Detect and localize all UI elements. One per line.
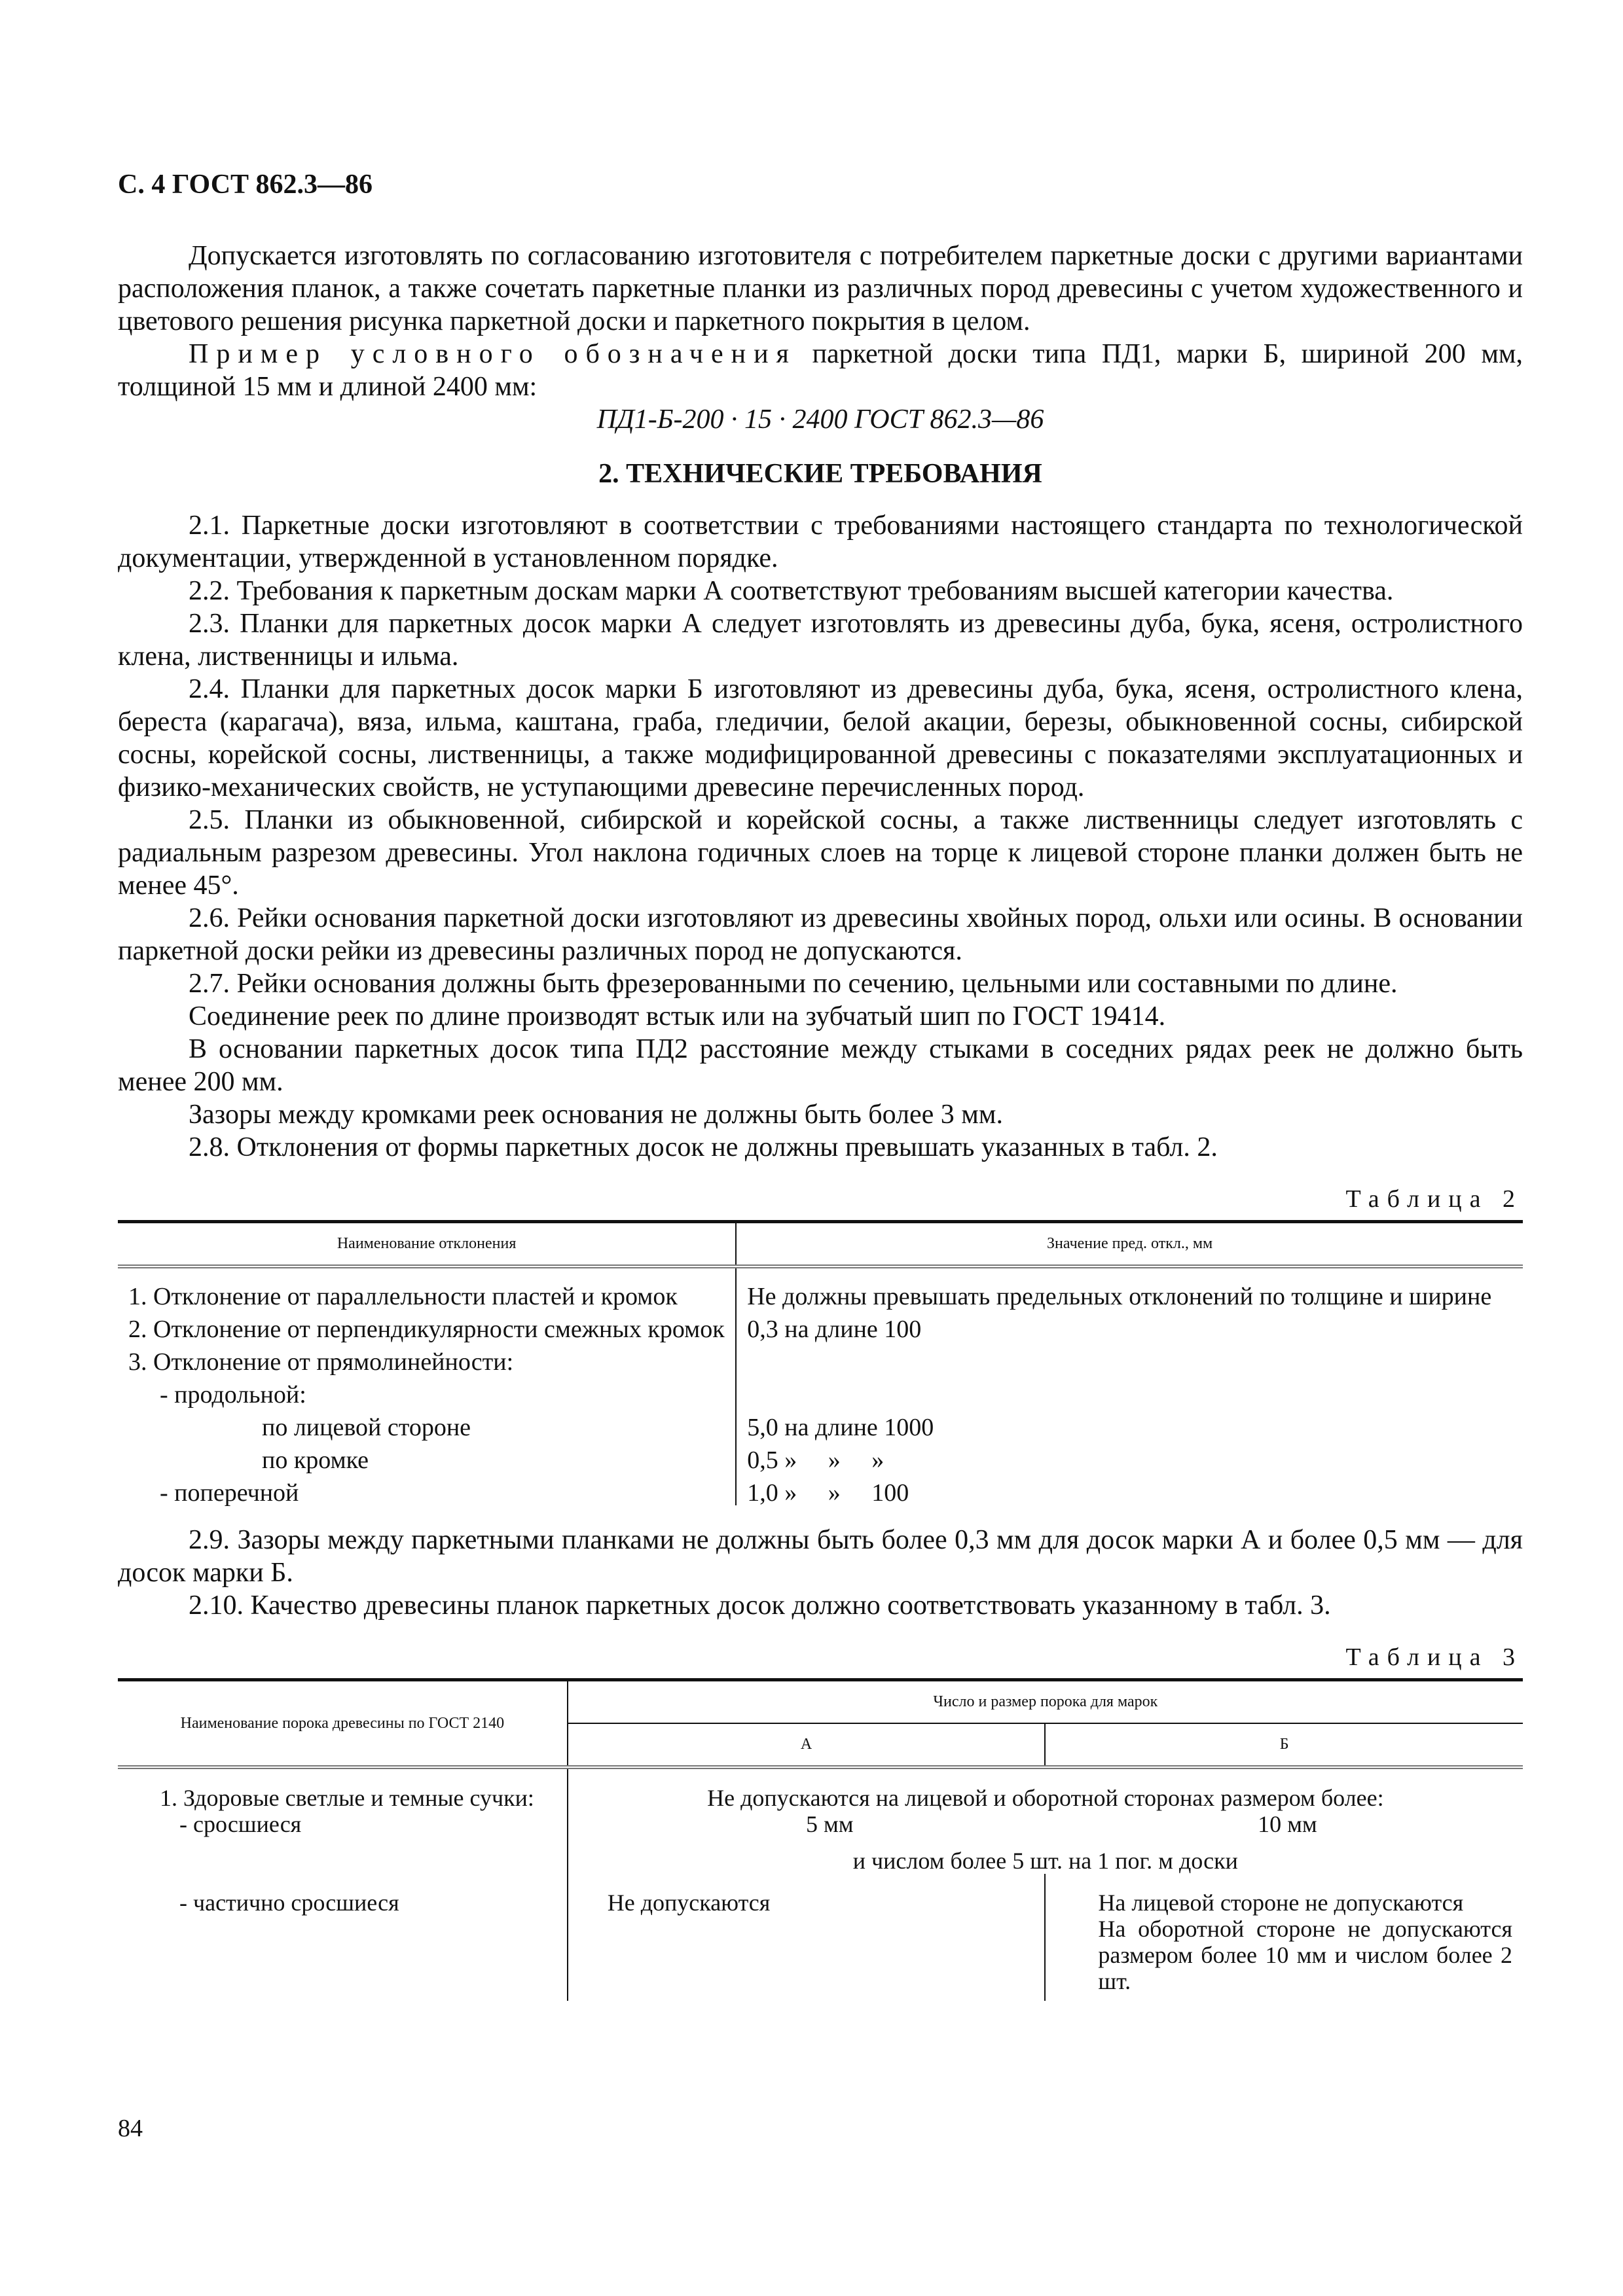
table2-cell-name: по кромке [262, 1446, 369, 1474]
clause-2-6: 2.6. Рейки основания паркетной доски изготовляют из древесины хвойных пород, ольхи или осины. В основании паркетной доски рейки из древесины различных пород не допускаются. [118, 903, 1523, 966]
table2-cell-value: 0,5 » » » [736, 1440, 1523, 1473]
table2-cell-value: 5,0 на длине 1000 [736, 1407, 1523, 1440]
example-label: Пример условного обозначения [189, 339, 797, 369]
table2-cell-name: 3. Отклонение от прямолинейности: [128, 1348, 514, 1376]
table2-caption: Таблица 2 [1345, 1185, 1523, 1213]
table3-row2-b2: На оборотной стороне не допускаются размером более 10 мм и числом более 2 шт. [1098, 1916, 1512, 1994]
table2-cell-name: - продольной: [160, 1381, 306, 1408]
table3-col-a: А [568, 1723, 1046, 1767]
table3-row2-name: - частично сросшиеся [179, 1890, 399, 1916]
table3-row1-name: 1. Здоровые светлые и темные сучки: [160, 1785, 534, 1811]
table2-cell-value: 0,3 на длине 100 [736, 1309, 1523, 1342]
table3-row1-sub: - сросшиеся [179, 1811, 302, 1837]
clause-2-2: 2.2. Требования к паркетным доскам марки А соответствуют требованиям высшей категории качества. [189, 576, 1394, 606]
clause-2-4: 2.4. Планки для паркетных досок марки Б изготовляют из древесины дуба, бука, ясеня, остролистного клена, береста (карагача), вяза, ильма, каштана, граба, гледичии, белой акации, березы, обыкновенной сосны, сибирской сосны, корейской сосны, лиственницы, а также модифицированной древесины с показателями эксплуатационных и физико-механических свойств, не уступающими древесине перечисленных пород. [118, 674, 1523, 802]
clause-2-10: 2.10. Качество древесины планок паркетных досок должно соответствовать указанному в табл. 3. [189, 1590, 1331, 1621]
table-3 [118, 1678, 1523, 2001]
clause-2-3: 2.3. Планки для паркетных досок марки А следует изготовлять из древесины дуба, бука, ясеня, остролистного клена, лиственницы и ильма. [118, 609, 1523, 672]
table3-row1-b: 10 мм [1258, 1811, 1317, 1837]
table-2 [118, 1220, 1523, 1505]
example-text: паркетной доски типа ПД1, марки Б, шириной 200 мм, толщиной 15 мм и длиной 2400 мм: [118, 339, 1523, 402]
table3-row2-a: Не допускаются [568, 1874, 1046, 2001]
table3-col-b: Б [1045, 1723, 1523, 1767]
clause-2-1: 2.1. Паркетные доски изготовляют в соответствии с требованиями настоящего стандарта по технологической документации, утвержденной в установленном порядке. [118, 511, 1523, 573]
clause-2-5: 2.5. Планки из обыкновенной, сибирской и корейской сосны, а также лиственницы следует изготовлять с радиальным разрезом древесины. Угол наклона годичных слоев на торце к лицевой стороне планки должен быть не менее 45°. [118, 805, 1523, 901]
table2-cell-value [736, 1374, 1523, 1407]
designation-example: ПД1-Б-200 · 15 · 2400 ГОСТ 862.3—86 [596, 404, 1044, 435]
example-paragraph [118, 338, 1523, 403]
page-header: С. 4 ГОСТ 862.3—86 [118, 170, 373, 200]
page-number: 84 [118, 2115, 143, 2142]
table2-cell-name: 1. Отклонение от параллельности пластей и кромок [128, 1283, 678, 1310]
table-row [118, 1440, 1523, 1473]
clause-2-7: 2.7. Рейки основания должны быть фрезерованными по сечению, цельными или составными по длине. [189, 969, 1398, 999]
table2-cell-name: 2. Отклонение от перпендикулярности смежных кромок [128, 1316, 725, 1343]
clause-2-7-distance: В основании паркетных досок типа ПД2 расстояние между стыками в соседних рядах реек не должно быть менее 200 мм. [118, 1034, 1523, 1097]
clause-2-8: 2.8. Отклонения от формы паркетных досок не должны превышать указанных в табл. 2. [189, 1132, 1218, 1162]
table-row [118, 1266, 1523, 1309]
table-row [118, 1874, 1523, 2001]
table2-cell-name: - поперечной [160, 1479, 299, 1507]
table3-row1-text: Не допускаются на лицевой и оборотной сторонах размером более: [707, 1785, 1384, 1811]
intro-paragraph: Допускается изготовлять по согласованию изготовителя с потребителем паркетные доски с другими вариантами расположения планок, а также сочетать паркетные планки из различных пород древесины с учетом художественного и цветового решения рисунка паркетной доски и паркетного покрытия в целом. [118, 241, 1523, 336]
table3-row2-b1: На лицевой стороне не допускаются [1098, 1890, 1464, 1916]
table3-row1-count: и числом более 5 шт. на 1 пог. м доски [852, 1848, 1238, 1874]
table-row [118, 1309, 1523, 1342]
table-row [118, 1342, 1523, 1374]
section-title: 2. ТЕХНИЧЕСКИЕ ТРЕБОВАНИЯ [598, 459, 1042, 489]
table-row [118, 1473, 1523, 1505]
table-row [118, 1374, 1523, 1407]
table2-cell-value [736, 1342, 1523, 1374]
clause-2-9: 2.9. Зазоры между паркетными планками не должны быть более 0,3 мм для досок марки А и более 0,5 мм — для досок марки Б. [118, 1525, 1523, 1588]
table2-cell-name: по лицевой стороне [262, 1414, 471, 1441]
clause-2-7-gaps: Зазоры между кромками реек основания не должны быть более 3 мм. [189, 1100, 1003, 1130]
document-page [118, 157, 1523, 2001]
table-row [118, 1767, 1523, 1874]
table2-col-name: Наименование отклонения [118, 1222, 736, 1267]
table2-col-value: Значение пред. откл., мм [736, 1222, 1523, 1267]
table2-cell-value: 1,0 » » 100 [736, 1473, 1523, 1505]
table2-cell-value: Не должны превышать предельных отклонений по толщине и ширине [736, 1266, 1523, 1309]
table-row [118, 1407, 1523, 1440]
table3-col-defect: Наименование порока древесины по ГОСТ 2140 [118, 1680, 568, 1768]
table3-caption: Таблица 3 [1345, 1643, 1523, 1671]
table3-row1-a: 5 мм [806, 1811, 854, 1837]
clause-2-7-joint: Соединение реек по длине производят встык или на зубчатый шип по ГОСТ 19414. [189, 1001, 1166, 1031]
table3-col-grades: Число и размер порока для марок [568, 1680, 1523, 1724]
